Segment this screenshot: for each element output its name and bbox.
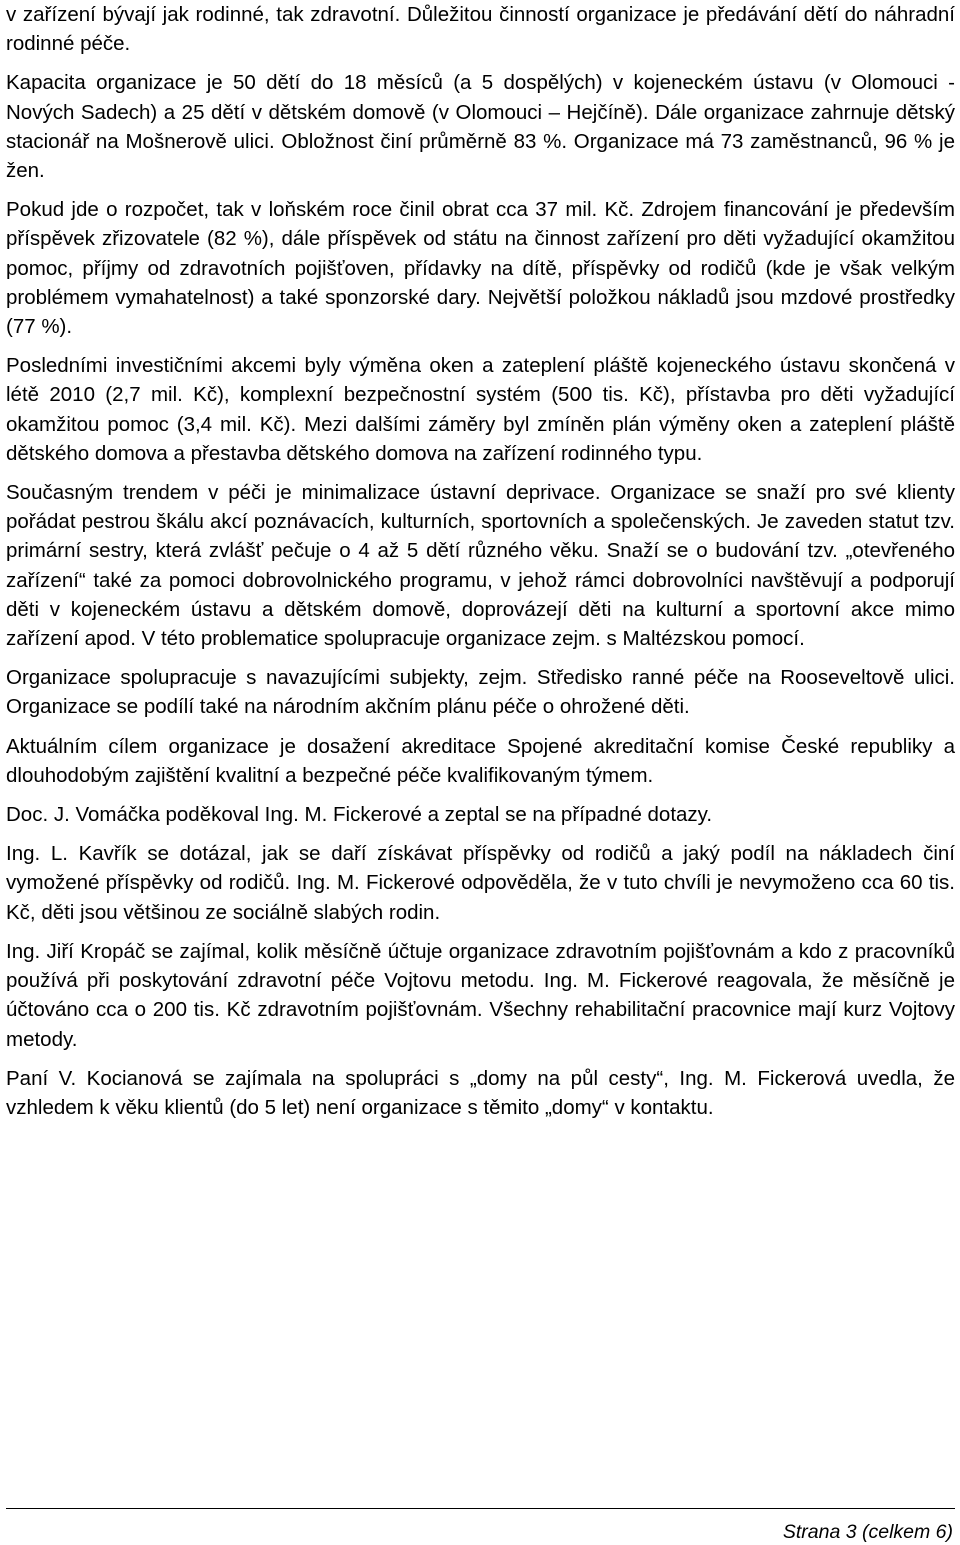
- document-body: [6, 0, 955, 1132]
- paragraph-investments: Posledními investičními akcemi byly výměna oken a zateplení pláště kojeneckého ústavu skončená v létě 2010 (2,7 mil. Kč), komplexní bezpečnostní systém (500 tis. Kč), přístavba pro děti vyžadující okamžitou pomoc (3,4 mil. Kč). Mezi dalšími záměry byl zmíněn plán výměny oken a zateplení pláště dětského domova a přestavba dětského domova na zařízení rodinného typu.: [6, 354, 955, 465]
- footer-divider: [6, 1508, 955, 1509]
- paragraph-question-kavrik: Ing. L. Kavřík se dotázal, jak se daří získávat příspěvky od rodičů a jaký podíl na nákladech činí vymožené příspěvky od rodičů. Ing. M. Fickerové odpověděla, že v tuto chvíli je nevymoženo cca 60 tis. Kč, děti jsou většinou ze sociálně slabých rodin.: [6, 842, 955, 924]
- page-number: Strana 3 (celkem 6): [782, 1521, 953, 1543]
- paragraph-accreditation-goal: Aktuálním cílem organizace je dosažení akreditace Spojené akreditační komise České republiky a dlouhodobým zajištění kvalitní a bezpečné péče kvalifikovaným týmem.: [6, 734, 955, 787]
- paragraph-intro-continuation: v zařízení bývají jak rodinné, tak zdravotní. Důležitou činností organizace je předávání dětí do náhradní rodinné péče.: [6, 3, 955, 56]
- paragraph-question-kocianova: Paní V. Kocianová se zajímala na spolupráci s „domy na půl cesty“, Ing. M. Fickerová uvedla, že vzhledem k věku klientů (do 5 let) není organizace s těmito „domy“ v kontaktu.: [6, 1066, 955, 1119]
- paragraph-current-trend: Současným trendem v péči je minimalizace ústavní deprivace. Organizace se snaží pro své klienty pořádat pestrou škálu akcí poznávacích, kulturních, sportovních a společenských. Je zaveden statut tzv. primární sestry, která zvlášť pečuje o 4 až 5 dětí různého věku. Snaží se o budování tzv. „otevřeného zařízení“ také za pomoci dobrovolnického programu, v jehož rámci dobrovolníci navštěvují a podporují děti v kojeneckém ústavu a dětském domově, doprovázejí děti na kulturní a sportovní akce mimo zařízení apod. V této problematice spolupracuje organizace zejm. s Maltézskou pomocí.: [6, 481, 955, 651]
- paragraph-cooperation: Organizace spolupracuje s navazujícími subjekty, zejm. Středisko ranné péče na Rooseveltově ulici. Organizace se podílí také na národním akčním plánu péče o ohrožené děti.: [6, 666, 955, 719]
- paragraph-capacity: Kapacita organizace je 50 dětí do 18 měsíců (a 5 dospělých) v kojeneckém ústavu (v Olomouci - Nových Sadech) a 25 dětí v dětském domově (v Olomouci – Hejčíně). Dále organizace zahrnuje dětský stacionář na Mošnerově ulici. Obložnost činí průměrně 83 %. Organizace má 73 zaměstnanců, 96 % je žen.: [6, 71, 955, 183]
- paragraph-budget: Pokud jde o rozpočet, tak v loňském roce činil obrat cca 37 mil. Kč. Zdrojem financování je především příspěvek zřizovatele (82 %), dále příspěvek od státu na činnost zařízení pro děti vyžadující okamžitou pomoc, příjmy od zdravotních pojišťoven, přídavky na dítě, příspěvky od rodičů (kde je však velkým problémem vymahatelnost) a také sponzorské dary. Největší položkou nákladů jsou mzdové prostředky (77 %).: [6, 198, 955, 339]
- paragraph-thanks: Doc. J. Vomáčka poděkoval Ing. M. Fickerové a zeptal se na případné dotazy.: [6, 803, 713, 827]
- paragraph-question-kropac: Ing. Jiří Kropáč se zajímal, kolik měsíčně účtuje organizace zdravotním pojišťovnám a kdo z pracovníků používá při poskytování zdravotní péče Vojtovu metodu. Ing. M. Fickerové reagovala, že měsíčně je účtováno cca o 200 tis. Kč zdravotním pojišťovnám. Všechny rehabilitační pracovnice mají kurz Vojtovy metody.: [6, 939, 955, 1051]
